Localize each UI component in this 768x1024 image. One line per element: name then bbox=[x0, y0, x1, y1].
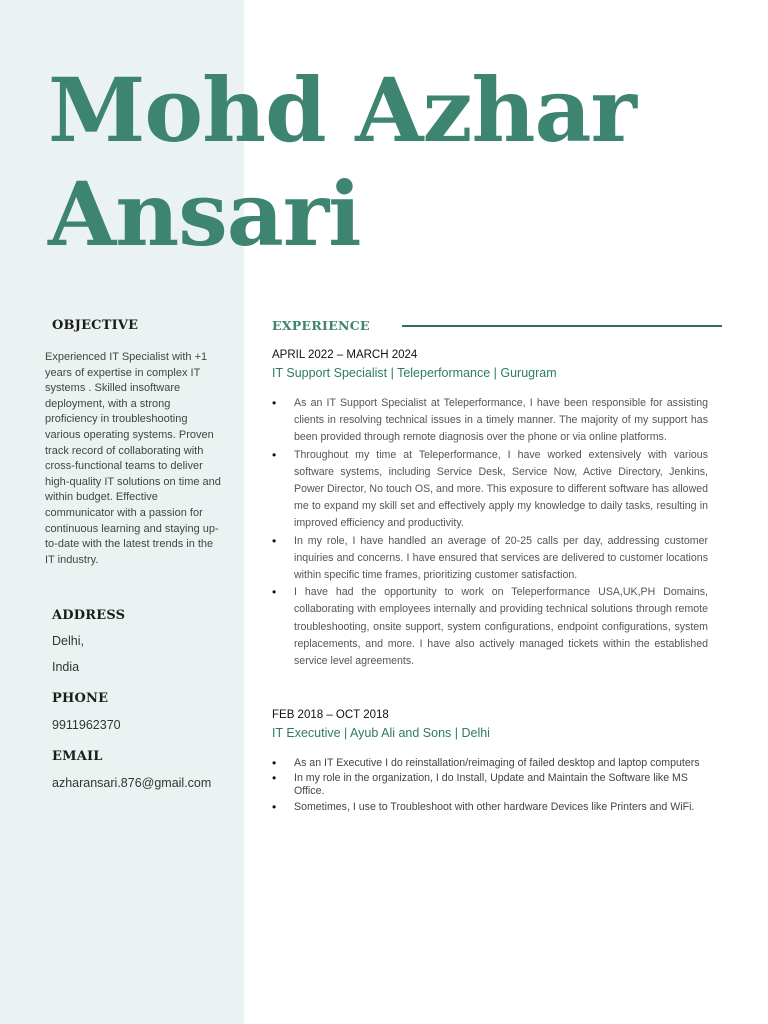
address-line-2: India bbox=[52, 660, 80, 674]
email-heading: EMAIL bbox=[52, 749, 103, 764]
job-1-bullets bbox=[272, 395, 708, 670]
address-line-1: Delhi, bbox=[52, 634, 84, 648]
objective-heading: OBJECTIVE bbox=[52, 318, 139, 333]
job-2-dates: FEB 2018 – OCT 2018 bbox=[272, 709, 389, 721]
objective-text: Experienced IT Specialist with +1 years of expertise in complex IT systems . Skilled insoftware deployment, with a strong proficiency in troubleshooting various operating systems. Proven track record of collaborating with cross-functional teams to deliver high-quality IT solutions on time and within budget. Effective communicator with a passion for continuous learning and staying up-to-date with the latest trends in the IT industry. bbox=[45, 351, 221, 566]
job-1-title: IT Support Specialist | Teleperformance | Gurugram bbox=[272, 366, 557, 380]
experience-divider bbox=[402, 325, 722, 327]
job-1-bullet-2: • Throughout my time at Teleperformance, I have worked extensively with various software systems, including Service Desk, Service Now, Active Directory, Jenkins, Power Director, No touch OS, and more. This exposure to different software has allowed me to expand my skill set and effectively apply my knowledge to daily tasks, resulting in improved efficiency and productivity. bbox=[272, 447, 708, 533]
phone-value: 9911962370 bbox=[52, 718, 121, 732]
job-2-title: IT Executive | Ayub Ali and Sons | Delhi bbox=[272, 726, 490, 740]
job-1-bullet-1: • As an IT Support Specialist at Teleperformance, I have been responsible for assisting clients in resolving technical issues in a timely manner. The majority of my support has been provided through remote diagnosis over the phone or via online platforms. bbox=[272, 395, 708, 447]
job-1-dates: APRIL 2022 – MARCH 2024 bbox=[272, 349, 418, 361]
job-2-bullets bbox=[272, 757, 708, 816]
job-2-bullet-3: • Sometimes, I use to Troubleshoot with other hardware Devices like Printers and WiFi. bbox=[272, 801, 708, 814]
job-2-bullet-1: • As an IT Executive I do reinstallation/reimaging of failed desktop and laptop computers bbox=[272, 757, 708, 770]
phone-heading: PHONE bbox=[52, 691, 109, 706]
candidate-name bbox=[48, 58, 636, 266]
name-line-2: Ansari bbox=[48, 162, 361, 266]
job-2-bullet-2: • In my role in the organization, I do Install, Update and Maintain the Software like MS Office. bbox=[272, 772, 708, 798]
name-line-1: Mohd Azhar bbox=[48, 58, 636, 162]
email-value[interactable]: azharansari.876@gmail.com bbox=[52, 776, 212, 790]
address-heading: ADDRESS bbox=[52, 608, 126, 623]
job-1-bullet-4: • I have had the opportunity to work on Teleperformance USA,UK,PH Domains, collaborating with employees internally and providing technical solutions through remote troubleshooting, onsite support, system configurations, endpoint configurations, system replacements, and more. I have also actively managed tickets within the established service level agreements. bbox=[272, 584, 708, 670]
experience-heading: EXPERIENCE bbox=[272, 318, 370, 333]
job-1-bullet-3: • In my role, I have handled an average of 20-25 calls per day, addressing customer inquiries and concerns. I have ensured that services are delivered to customer locations within specific time frames, prioritizing customer satisfaction. bbox=[272, 533, 708, 585]
